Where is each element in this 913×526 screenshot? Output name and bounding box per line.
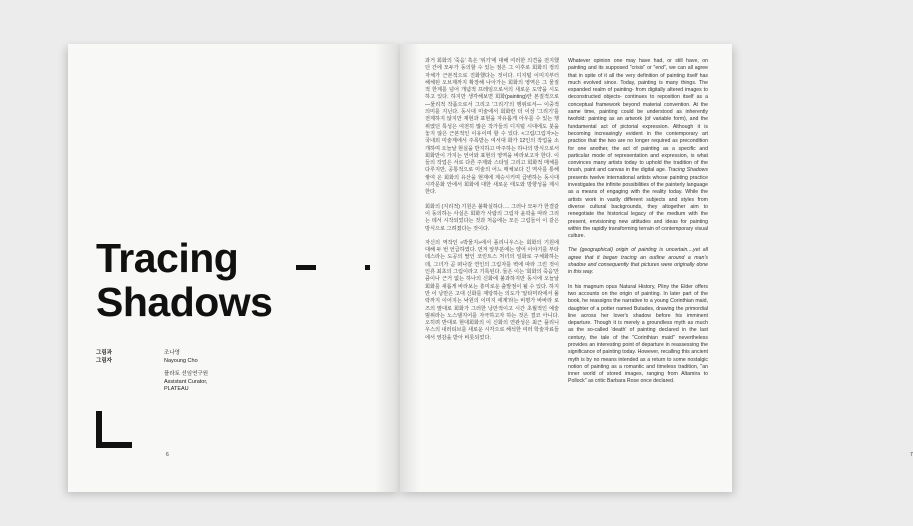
author-org: PLATEAU: [164, 386, 189, 392]
author-title-en: Assistant Curator,: [164, 378, 208, 385]
author-title-kr: 플라토 선임연구원: [164, 371, 209, 377]
korean-paragraph: 과거 회화의 '죽음' 혹은 '위기'에 대해 여러한 의견을 전지했던 간에 모두가 동의할 수 있는 점은 그 이후로 회화의 정의 자체가 근본적으로 진화했다는 것이다. 디지털 이미지부터 해체된 오브제까지 확장해 나아가는 회화의 영역은 그 물질적 한계를 넘어 개념적 프레임으로서의 새로운 도약을 시도하고 있다. 하지만 생각해보면 회화(painting)란 본질적으로—물리적 작품으로서 그리고 '그리기'의 행위로서— 이중적 의미를 지닌다. 동시대 미술에서 회화란 더 이상 '그리기'를 전제하지 않지만 재현과 표현을 자유롭게 아우를 수 있는 행위였던 특성은 여전히 많은 작가들의 디지털 시대에도 붓을 놓지 않은 근본적인 이유이며 할 수 있다. <그림/그림자>는 국내외 미술계에서 주목받는 여서대 화가 12인의 작업을 소개하며 오늘날 현실을 반지하고 마주하는 하나의 방식으로서 회화만이 가지는 언어와 표현의 영역을 바라보고자 한다. 이들의 작업은 서로 다른 주제와 스타일 그리고 회화적 매체를 다루지만, 공통적으로 미술의 어느 매체보다 긴 역사를 통해 쌓여 온 회화의 유산을 현재에 계승시키며 급변하는 동시대 시각문화 안에서 회화에 대한 새로운 태도와 방향성을 제시한다.: [425, 58, 559, 196]
category-line-1: 그림과: [96, 350, 112, 356]
page-number-left: 6: [166, 452, 169, 458]
author-name-en: Nayoung Cho: [164, 357, 198, 364]
author-block: [164, 350, 254, 394]
korean-paragraph: 회화의 (지리적) 기원은 불확실하다…. 그러나 모두가 한결같이 동의하는 사실은 회화가 사람의 그림자 윤곽을 따라 그리는 데서 시작되었다는 것과 처음에는 모든 그림들이 이 같은 방식으로 그려졌다는 것이다.: [425, 203, 559, 232]
decorative-dash: [296, 265, 316, 270]
title-line-2: Shadows: [96, 279, 273, 325]
corner-bracket-mark: [96, 411, 132, 448]
block-quote: The (geographical) origin of painting is uncertain....yet all agree that it began tracing an outline around a man's shadow and consequently that pictures were originally done in this way.: [568, 247, 708, 276]
author-name-kr: 조나영: [164, 350, 180, 356]
korean-text-column: [425, 58, 559, 349]
category-line-2: 그림자: [96, 357, 112, 364]
page-number-right: 7: [910, 452, 913, 458]
article-category: [96, 350, 136, 365]
left-page: [68, 44, 400, 492]
korean-paragraph: 자신의 역작인 «박물지»에서 플리니우스는 회화의 기원에 대해 두 번 언급하였다. 먼저 앞부분에는 양어 이야기를 부타데스라는 도공의 딸인 코린트스 처녀의 일화로 구체화하는데, 그녀가 곧 떠나갈 연인의 그림자를 벽에 따라 그린 것이 인류 최초의 그림이라고 기록된다. 둘은 이는 '회화의 죽음'만큼이나 근거 없는 하나의 신화에 불과하지만 동시에 오늘날 회화를 새롭게 바라보는 흥미로운 출발점이 될 수 있다. 하지만 이 낭만은 고대 신화를 재탕하는 의도가 '알타미라에서 폴락까지 이어지는 낙원의 이미지 세계'라는 비평가 바바라 로즈의 말대로 회화가 그러한 낭만적이고 시간 초월적인 예술 범위라는 노스탤지어를 자극하고자 하는 것은 결코 아니다. 오히려 반대로 현대회화의 이 신화의 연관성은 최근 플리니우스의 내러티브를 새로운 시각으로 해석한 여러 학술자료들에서 영감을 받아 비롯되었다.: [425, 239, 559, 341]
article-title: [96, 236, 272, 324]
magazine-spread: [68, 44, 913, 492]
english-paragraph: In his magnum opus Natural History, Pliny the Elder offers two accounts on the origin of painting. In later part of the book, he reassigns the narrative to a young Corinthian maid, daughter of a potter named Butades, drawing the primordial line across her lover's shadow before his imminent departure. Though it is merely a groundless myth as much as the so-called 'death' of painting declared in the last century, the tale of the "Corinthian maid" nevertheless provides an interesting point of departure in reassessing the significance of painting today. However, recalling this ancient myth is by no means intended as a return to some nostalgic notion of painting as a romantic and timeless tradition, "an inner world of stored images, ranging from Altamira to Pollock" as critic Barbara Rose once declared.: [568, 283, 708, 385]
italic-title: Tracing Shadows: [667, 167, 708, 174]
english-paragraph: Whatever opinion one may have had, or still have, on painting and its supposed "crisis" or "end", we can all agree that in spite of it all the very definition of painting itself has much evolved since. Today, painting is many things. The expanded realm of painting- from digitally altered images to deconstructed objects- continues to reposition itself as a conceptual framework beyond material convention. At the same time, painting could be understood as inherently twofold: painting as an artwork (of variable form), and the fundamental act of pictorial expression. Although it is becoming increasingly evident in the contemporary art practice that the two are no longer required as precondition for one another, the act of painting as a specific and particular mode of representation and expression, is what convinces many artists today to uphold the tradition of the brush, paint and canvas in the digital age. Tracing Shadows presents twelve international artists whose painting practice investigates the infinite possibilities of the painterly language as a means of engaging with the reality today. While the artists work in vastly different subjects and styles from diverse cultural backgrounds, they altogether aim to renegotiate the historical legacy of the medium with the present, envisioning new attitudes and ideas for painting within the rapidly transforming terrain of contemporary visual culture.: [568, 58, 708, 240]
right-page: [400, 44, 913, 492]
title-line-1: Tracing: [96, 235, 239, 281]
decorative-dot: [365, 265, 370, 270]
english-text-column: [568, 58, 708, 393]
